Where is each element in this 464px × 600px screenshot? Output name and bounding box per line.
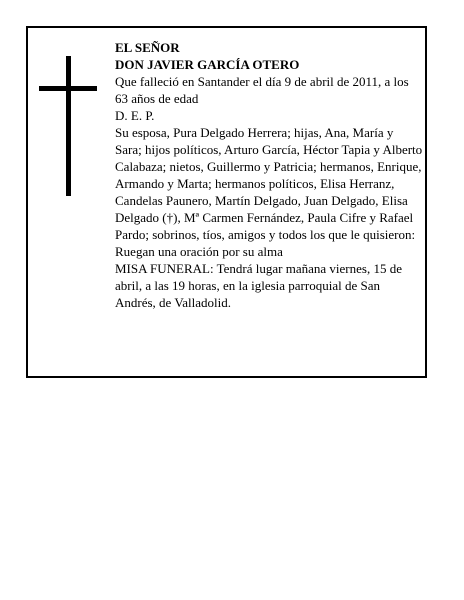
deceased-name: DON JAVIER GARCÍA OTERO: [115, 57, 300, 72]
funeral-info: MISA FUNERAL: Tendrá lugar mañana viernes, 15 de abril, a las 19 horas, en la iglesia parroquial de San Andrés, de Valladolid.: [115, 261, 402, 310]
cross-icon: [66, 56, 71, 196]
family-list: Su esposa, Pura Delgado Herrera; hijas, Ana, María y Sara; hijos políticos, Arturo García, Héctor Tapia y Alberto Calabaza; nietos, Guillermo y Patricia; hermanos, Enrique, Armando y Marta; hermanos políticos, Elisa Herranz, Candelas Paunero, Martín Delgado, Juan Delgado, Elisa Delgado (†), Mª Carmen Fernández, Paula Cifre y Rafael Pardo; sobrinos, tíos, amigos y todos los que le quisieron:: [115, 125, 423, 242]
prayer-request: Ruegan una oración por su alma: [115, 244, 283, 259]
obituary-text: [115, 39, 423, 311]
rip-abbreviation: D. E. P.: [115, 108, 155, 123]
obituary-notice: [26, 26, 427, 378]
death-info: Que falleció en Santander el día 9 de abril de 2011, a los 63 años de edad: [115, 74, 409, 106]
title-line-1: EL SEÑOR: [115, 40, 180, 55]
cross-icon-crossbar: [39, 86, 97, 91]
